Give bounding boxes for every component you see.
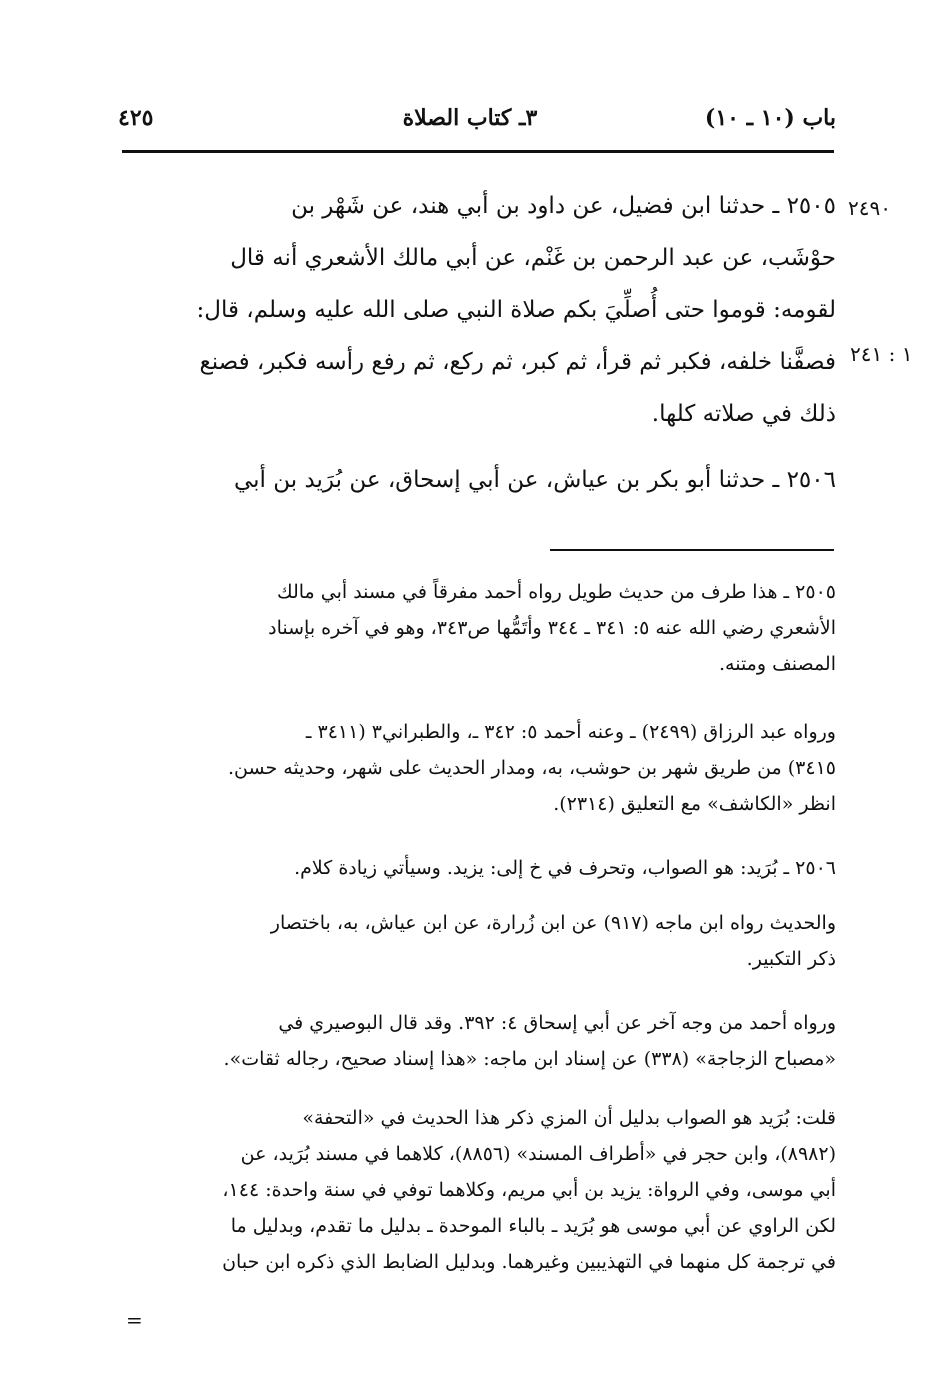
text-line: فصفَّنا خلفه، فكبر ثم قرأ، ثم كبر، ثم ركع، ثم رفع رأسه فكبر، فصنع <box>199 349 836 375</box>
book-title: ٣ـ كتاب الصلاة <box>402 105 538 131</box>
footnote-line: والحديث رواه ابن ماجه (٩١٧) عن ابن زُرارة، عن ابن عياش، به، باختصار <box>270 912 836 934</box>
footnote-line: (٨٩٨٢)، وابن حجر في «أطراف المسند» (٨٨٥٦)، كلاهما في مسند بُرَيد، عن <box>240 1143 836 1165</box>
margin-note-mid: ١ : ٢٤١ <box>850 342 913 366</box>
footnote-line: ٣٤١٥) من طريق شهر بن حوشب، به، ومدار الحديث على شهر، وحديثه حسن. <box>228 757 836 779</box>
margin-note-top: ٢٤٩٠ <box>848 196 891 220</box>
text-line: ٢٥٠٥ ـ حدثنا ابن فضيل، عن داود بن أبي هند، عن شَهْر بن <box>291 193 836 219</box>
footnote-line: في ترجمة كل منهما في التهذيبين وغيرهما. وبدليل الضابط الذي ذكره ابن حبان <box>222 1251 836 1273</box>
hadith-2505 <box>122 180 836 440</box>
continuation-mark: = <box>126 1308 143 1332</box>
text-line: ٢٥٠٦ ـ حدثنا أبو بكر بن عياش، عن أبي إسحاق، عن بُرَيد بن أبي <box>233 467 836 493</box>
text-line: ذلك في صلاته كلها. <box>651 401 836 427</box>
footnote-line: المصنف ومتنه. <box>718 653 836 675</box>
hadith-2506 <box>122 454 836 506</box>
page-number: ٤٢٥ <box>118 105 154 131</box>
footnote-2505-a <box>122 574 836 682</box>
footnote-line: لكن الراوي عن أبي موسى هو بُرَيد ـ بالباء الموحدة ـ بدليل ما تقدم، وبدليل ما <box>230 1215 836 1237</box>
text-line: لقومه: قوموا حتى أُصلِّيَ بكم صلاة النبي صلى الله عليه وسلم، قال: <box>196 297 836 323</box>
footnote-rule <box>550 549 834 551</box>
footnote-2506-c <box>122 1005 836 1077</box>
footnote-line: «مصباح الزجاجة» (٣٣٨) عن إسناد ابن ماجه: «هذا إسناد صحيح، رجاله ثقات». <box>223 1048 836 1070</box>
footnote-line: ورواه أحمد من وجه آخر عن أبي إسحاق ٤: ٣٩٢. وقد قال البوصيري في <box>278 1012 836 1034</box>
footnote-line: ورواه عبد الرزاق (٢٤٩٩) ـ وعنه أحمد ٥: ٣٤٢ ـ، والطبراني٣ (٣٤١١ ـ <box>305 721 836 743</box>
footnote-line: قلت: بُرَيد هو الصواب بدليل أن المزي ذكر هذا الحديث في «التحفة» <box>302 1107 836 1129</box>
footnote-2506-b <box>122 905 836 977</box>
footnote-2505-b <box>122 714 836 822</box>
text-line: حوْشَب، عن عبد الرحمن بن غَنْم، عن أبي مالك الأشعري أنه قال <box>230 245 836 271</box>
footnote-line: ذكر التكبير. <box>746 948 836 970</box>
footnote-2506-d <box>122 1100 836 1280</box>
footnote-line: الأشعري رضي الله عنه ٥: ٣٤١ ـ ٣٤٤ وأتَمُّها ص٣٤٣، وهو في آخره بإسناد <box>268 617 836 639</box>
footnote-line: ٢٥٠٦ ـ بُرَيد: هو الصواب، وتحرف في خ إلى: يزيد. وسيأتي زيادة كلام. <box>294 857 836 879</box>
footnote-line: ٢٥٠٥ ـ هذا طرف من حديث طويل رواه أحمد مفرقاً في مسند أبي مالك <box>276 581 836 603</box>
footnote-line: أبي موسى، وفي الرواة: يزيد بن أبي مريم، وكلاهما توفي في سنة واحدة: ١٤٤، <box>222 1179 836 1201</box>
chapter-range: باب (١٠ ـ ١٠) <box>704 105 836 131</box>
footnote-line: انظر «الكاشف» مع التعليق (٢٣١٤). <box>553 793 836 815</box>
footnote-2506-a <box>122 850 836 886</box>
header-rule <box>122 150 834 153</box>
